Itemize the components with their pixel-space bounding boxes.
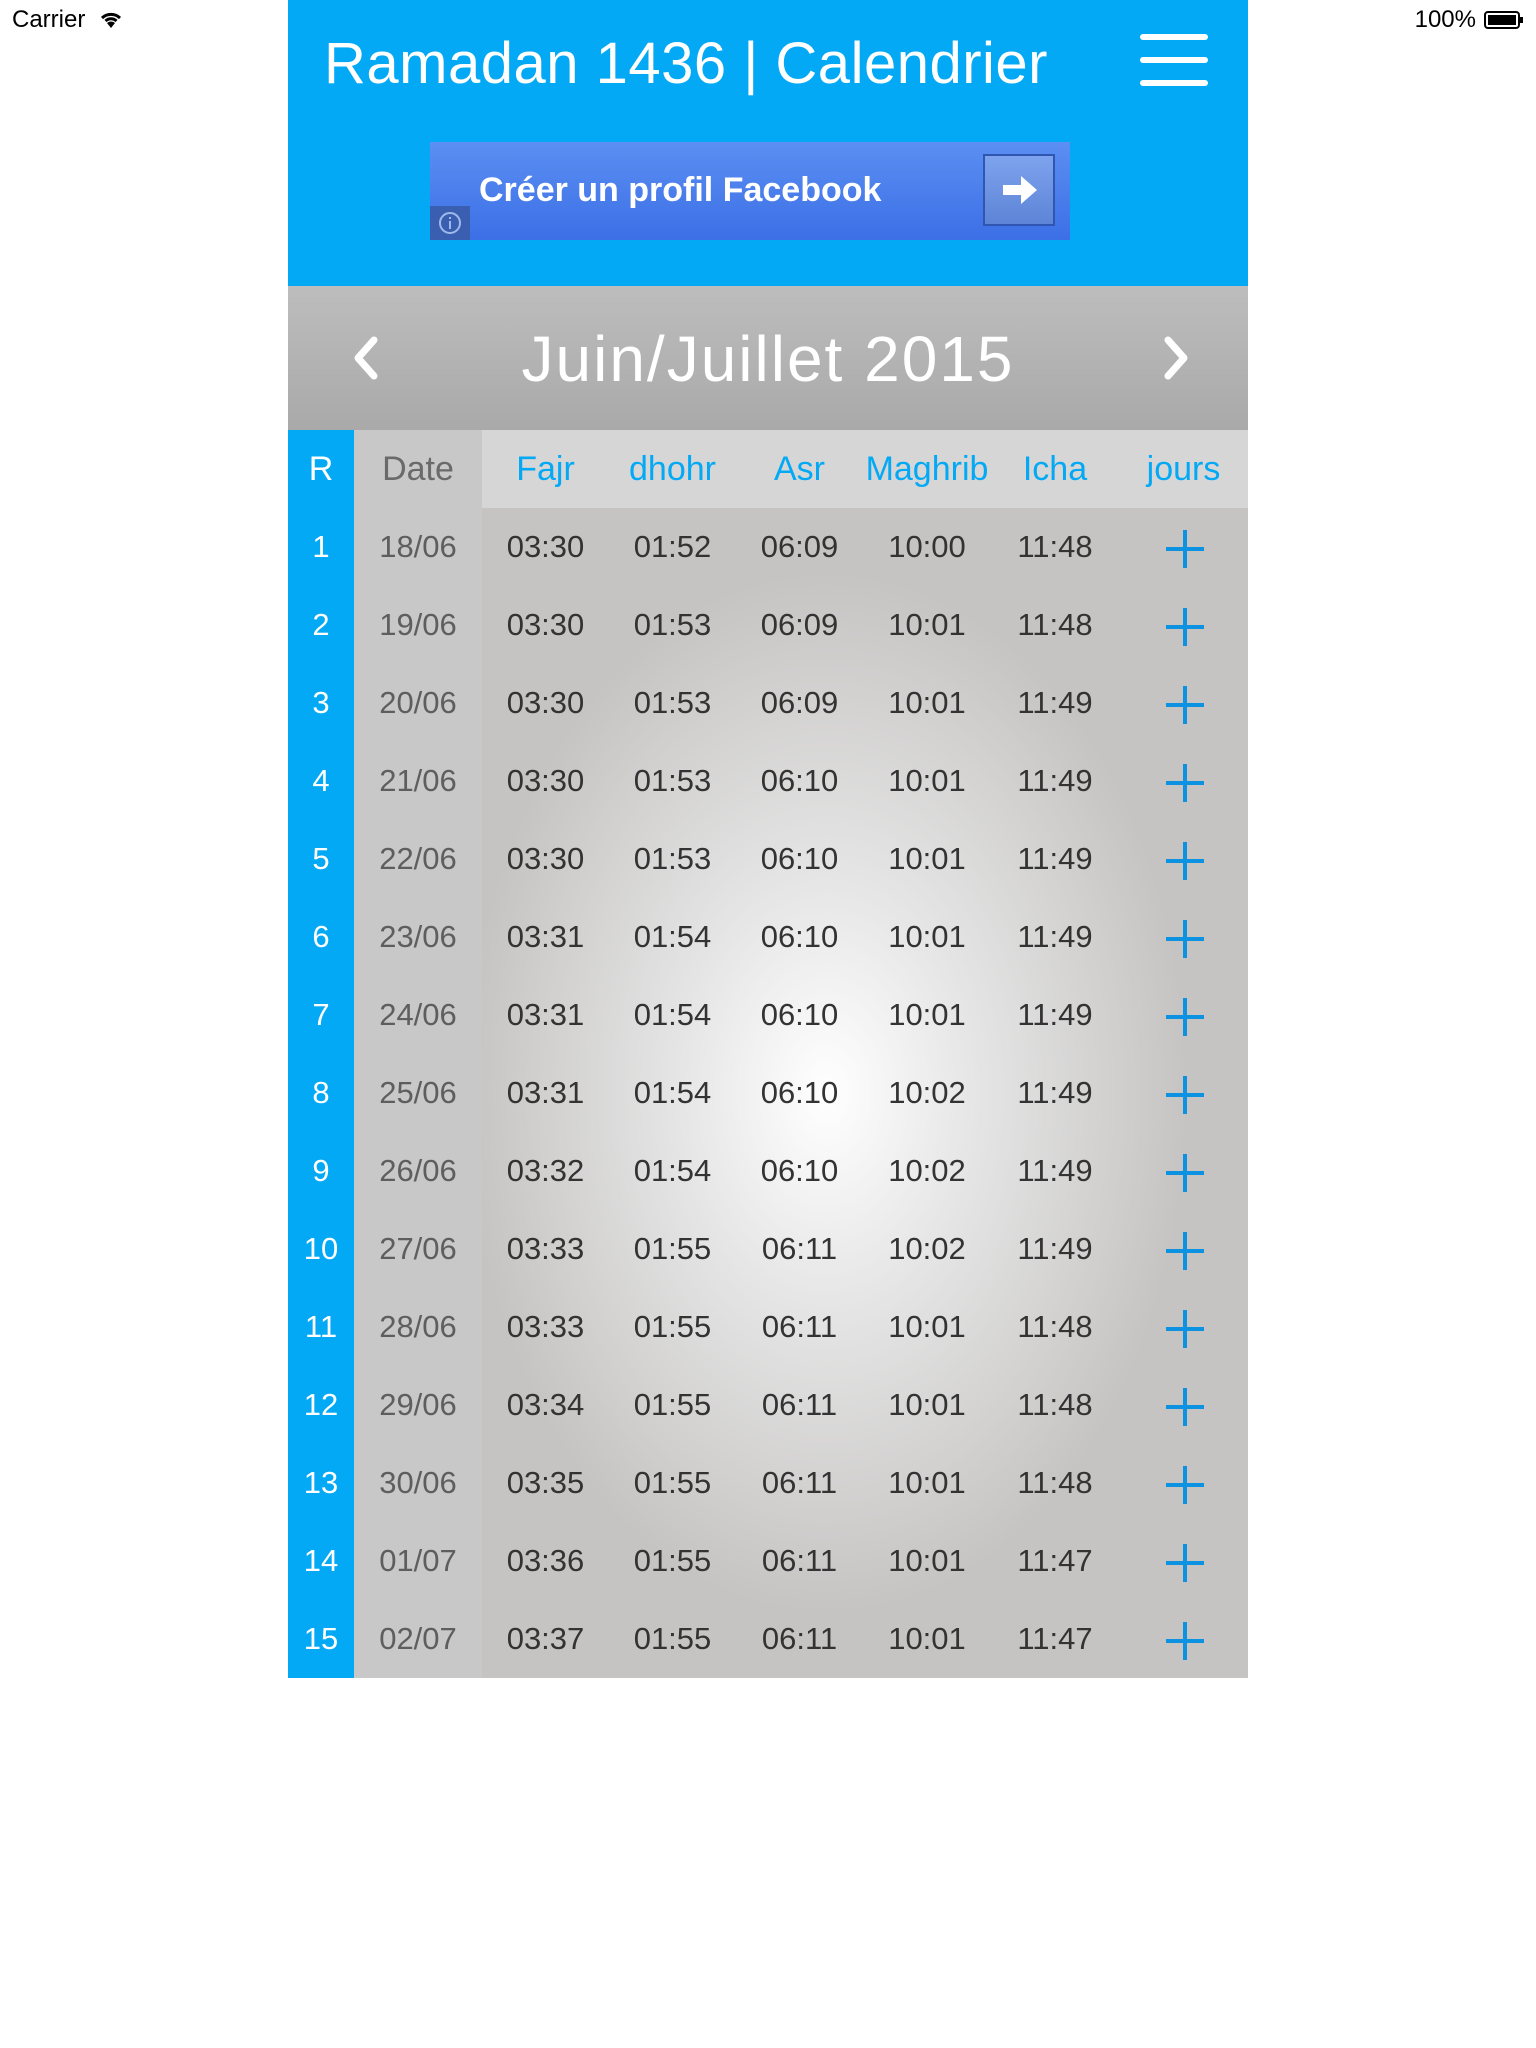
cell-dhohr: 01:54 (633, 919, 712, 954)
cell-dhohr: 01:52 (633, 529, 712, 564)
cell-asr: 06:10 (760, 1153, 839, 1188)
plus-icon[interactable] (1166, 1076, 1204, 1114)
plus-icon[interactable] (1166, 1466, 1204, 1504)
plus-icon[interactable] (1166, 920, 1204, 958)
cell-icha: 11:48 (1017, 607, 1093, 642)
cell-ramadan-day: 10 (303, 1231, 339, 1266)
cell-icha: 11:47 (1017, 1543, 1093, 1578)
battery-icon (1484, 11, 1524, 29)
cell-maghrib: 10:02 (888, 1075, 966, 1110)
cell-asr: 06:11 (761, 1621, 838, 1656)
cell-maghrib: 10:01 (888, 1465, 966, 1500)
table-row (288, 1522, 1248, 1600)
cell-jours (1119, 1132, 1248, 1210)
cell-icha: 11:49 (1017, 1231, 1093, 1266)
cell-maghrib: 10:01 (888, 919, 966, 954)
page-title: Ramadan 1436 | Calendrier (324, 31, 1048, 96)
cell-date: 27/06 (379, 1231, 457, 1266)
col-header-maghrib: Maghrib (865, 450, 989, 488)
cell-ramadan-day: 2 (312, 607, 330, 642)
col-header-icha: Icha (1022, 450, 1088, 488)
cell-jours (1119, 586, 1248, 664)
cell-jours (1119, 1054, 1248, 1132)
cell-jours (1119, 1288, 1248, 1366)
cell-dhohr: 01:55 (633, 1309, 712, 1344)
cell-ramadan-day: 3 (312, 685, 330, 720)
cell-date: 29/06 (379, 1387, 457, 1422)
cell-maghrib: 10:01 (888, 1621, 966, 1656)
cell-fajr: 03:30 (506, 685, 585, 720)
cell-date: 24/06 (379, 997, 457, 1032)
cell-ramadan-day: 5 (312, 841, 330, 876)
cell-ramadan-day: 14 (303, 1543, 339, 1578)
cell-ramadan-day: 11 (304, 1309, 338, 1344)
table-row (288, 1210, 1248, 1288)
cell-maghrib: 10:01 (888, 1387, 966, 1422)
table-row (288, 820, 1248, 898)
cell-fajr: 03:37 (506, 1621, 585, 1656)
cell-date: 23/06 (379, 919, 457, 954)
cell-icha: 11:49 (1017, 685, 1093, 720)
cell-date: 19/06 (379, 607, 457, 642)
plus-icon[interactable] (1166, 842, 1204, 880)
cell-asr: 06:11 (761, 1231, 838, 1266)
cell-maghrib: 10:00 (888, 529, 966, 564)
cell-fajr: 03:33 (506, 1309, 585, 1344)
cell-fajr: 03:31 (506, 1075, 585, 1110)
battery-percent: 100% (1414, 6, 1476, 33)
cell-date: 21/06 (379, 763, 457, 798)
cell-ramadan-day: 9 (312, 1153, 330, 1188)
cell-dhohr: 01:54 (633, 1075, 712, 1110)
cell-ramadan-day: 7 (312, 997, 330, 1032)
cell-icha: 11:49 (1017, 1075, 1093, 1110)
cell-dhohr: 01:54 (633, 997, 712, 1032)
cell-icha: 11:49 (1017, 1153, 1093, 1188)
cell-date: 01/07 (379, 1543, 457, 1578)
cell-jours (1119, 1444, 1248, 1522)
cell-date: 02/07 (379, 1621, 457, 1656)
plus-icon[interactable] (1166, 998, 1204, 1036)
cell-maghrib: 10:02 (888, 1231, 966, 1266)
cell-asr: 06:09 (760, 685, 839, 720)
cell-asr: 06:11 (761, 1543, 838, 1578)
cell-maghrib: 10:01 (888, 607, 966, 642)
col-header-dhohr: dhohr (629, 450, 716, 488)
col-header-date: Date (382, 450, 454, 488)
carrier-label: Carrier (12, 6, 86, 33)
cell-fajr: 03:33 (506, 1231, 585, 1266)
hamburger-menu-icon[interactable] (1140, 34, 1208, 86)
cell-jours (1119, 1366, 1248, 1444)
plus-icon[interactable] (1166, 1388, 1204, 1426)
ad-banner-text: Créer un profil Facebook (479, 171, 882, 209)
cell-fajr: 03:30 (506, 763, 585, 798)
cell-ramadan-day: 13 (303, 1465, 339, 1500)
table-row (288, 586, 1248, 664)
cell-icha: 11:48 (1017, 529, 1093, 564)
plus-icon[interactable] (1166, 530, 1204, 568)
cell-asr: 06:10 (760, 1075, 839, 1110)
cell-jours (1119, 508, 1248, 586)
table-row (288, 508, 1248, 586)
cell-fajr: 03:32 (506, 1153, 585, 1188)
cell-date: 25/06 (379, 1075, 457, 1110)
month-navigation-bar (288, 286, 1248, 430)
table-row (288, 1444, 1248, 1522)
cell-icha: 11:49 (1017, 763, 1093, 798)
cell-fajr: 03:30 (506, 529, 585, 564)
plus-icon[interactable] (1166, 1544, 1204, 1582)
cell-date: 20/06 (379, 685, 457, 720)
table-row (288, 898, 1248, 976)
info-icon[interactable] (430, 206, 470, 240)
cell-dhohr: 01:55 (633, 1543, 712, 1578)
cell-dhohr: 01:55 (633, 1621, 712, 1656)
plus-icon[interactable] (1166, 1154, 1204, 1192)
cell-jours (1119, 898, 1248, 976)
cell-asr: 06:11 (761, 1465, 838, 1500)
cell-ramadan-day: 15 (303, 1621, 339, 1656)
cell-ramadan-day: 1 (312, 529, 330, 564)
cell-jours (1119, 820, 1248, 898)
cell-icha: 11:48 (1017, 1387, 1093, 1422)
cell-fajr: 03:35 (506, 1465, 585, 1500)
cell-fajr: 03:36 (506, 1543, 585, 1578)
cell-icha: 11:49 (1017, 841, 1093, 876)
table-row (288, 1366, 1248, 1444)
col-header-jours: jours (1146, 450, 1221, 488)
month-label: Juin/Juillet 2015 (521, 323, 1015, 395)
cell-dhohr: 01:55 (633, 1231, 712, 1266)
table-header-row (288, 430, 1248, 508)
table-row (288, 742, 1248, 820)
plus-icon[interactable] (1166, 1232, 1204, 1270)
cell-asr: 06:10 (760, 997, 839, 1032)
table-row (288, 1054, 1248, 1132)
cell-maghrib: 10:01 (888, 997, 966, 1032)
prayer-times-table (288, 430, 1248, 1678)
cell-dhohr: 01:55 (633, 1387, 712, 1422)
plus-icon[interactable] (1166, 764, 1204, 802)
chevron-right-icon[interactable] (1144, 328, 1204, 388)
cell-icha: 11:49 (1017, 997, 1093, 1032)
cell-maghrib: 10:02 (888, 1153, 966, 1188)
cell-asr: 06:11 (761, 1387, 838, 1422)
cell-dhohr: 01:54 (633, 1153, 712, 1188)
cell-icha: 11:49 (1017, 919, 1093, 954)
col-header-asr: Asr (774, 450, 825, 488)
cell-date: 26/06 (379, 1153, 457, 1188)
table-row (288, 664, 1248, 742)
cell-icha: 11:48 (1017, 1309, 1093, 1344)
cell-asr: 06:10 (760, 841, 839, 876)
app-header (288, 0, 1248, 286)
cell-jours (1119, 1600, 1248, 1678)
cell-maghrib: 10:01 (888, 1309, 966, 1344)
cell-asr: 06:09 (760, 529, 839, 564)
cell-date: 22/06 (379, 841, 457, 876)
cell-asr: 06:11 (761, 1309, 838, 1344)
cell-fajr: 03:30 (506, 607, 585, 642)
cell-icha: 11:48 (1017, 1465, 1093, 1500)
cell-asr: 06:09 (760, 607, 839, 642)
table-row (288, 976, 1248, 1054)
cell-dhohr: 01:55 (633, 1465, 712, 1500)
col-header-fajr: Fajr (516, 450, 575, 488)
arrow-right-icon[interactable] (983, 154, 1055, 226)
cell-fajr: 03:30 (506, 841, 585, 876)
cell-jours (1119, 742, 1248, 820)
plus-icon[interactable] (1166, 686, 1204, 724)
col-header-r: R (308, 450, 334, 488)
cell-maghrib: 10:01 (888, 1543, 966, 1578)
cell-ramadan-day: 8 (312, 1075, 330, 1110)
facebook-ad-banner[interactable] (430, 142, 1070, 240)
cell-jours (1119, 1522, 1248, 1600)
cell-ramadan-day: 12 (303, 1387, 339, 1422)
cell-date: 18/06 (379, 529, 457, 564)
cell-date: 30/06 (379, 1465, 457, 1500)
cell-fajr: 03:34 (506, 1387, 585, 1422)
table-row (288, 1600, 1248, 1678)
cell-dhohr: 01:53 (633, 841, 712, 876)
cell-jours (1119, 976, 1248, 1054)
cell-maghrib: 10:01 (888, 763, 966, 798)
cell-maghrib: 10:01 (888, 841, 966, 876)
cell-maghrib: 10:01 (888, 685, 966, 720)
cell-jours (1119, 664, 1248, 742)
cell-dhohr: 01:53 (633, 607, 712, 642)
plus-icon[interactable] (1166, 608, 1204, 646)
cell-ramadan-day: 4 (312, 763, 330, 798)
cell-ramadan-day: 6 (312, 919, 330, 954)
cell-asr: 06:10 (760, 919, 839, 954)
plus-icon[interactable] (1166, 1310, 1204, 1348)
cell-fajr: 03:31 (506, 997, 585, 1032)
table-row (288, 1288, 1248, 1366)
cell-dhohr: 01:53 (633, 763, 712, 798)
plus-icon[interactable] (1166, 1622, 1204, 1660)
cell-icha: 11:47 (1017, 1621, 1093, 1656)
cell-jours (1119, 1210, 1248, 1288)
cell-asr: 06:10 (760, 763, 839, 798)
cell-date: 28/06 (379, 1309, 457, 1344)
app-screen (288, 0, 1248, 1678)
table-row (288, 1132, 1248, 1210)
cell-dhohr: 01:53 (633, 685, 712, 720)
cell-fajr: 03:31 (506, 919, 585, 954)
